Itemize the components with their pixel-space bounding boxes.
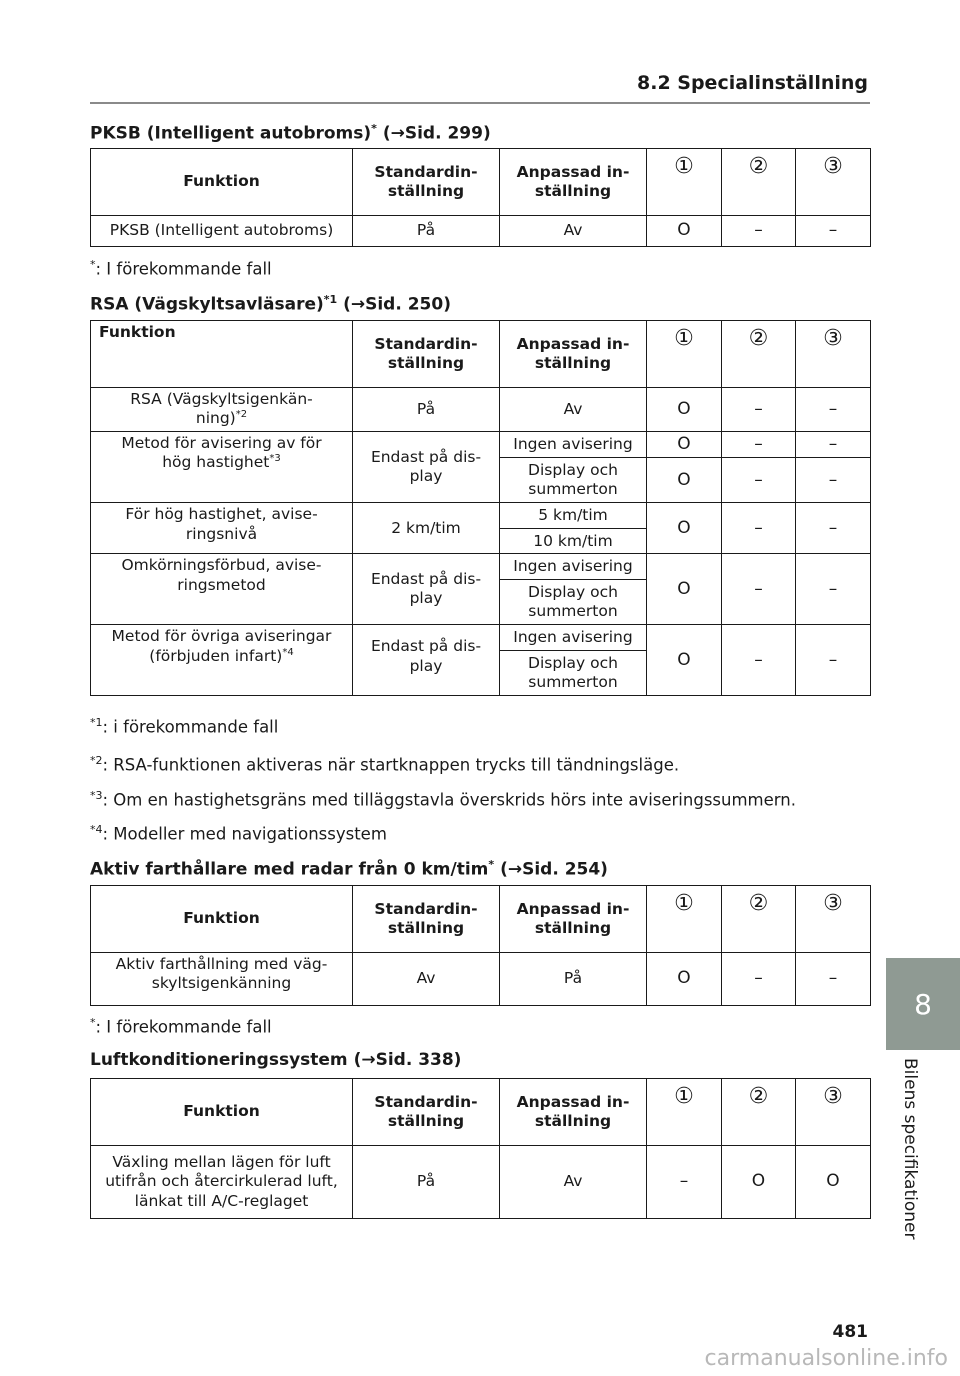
cell-c2: – xyxy=(722,388,796,432)
cell-c1: O xyxy=(647,503,722,554)
pksb-table xyxy=(90,148,871,247)
page-header-title: 8.2 Specialinställning xyxy=(637,72,868,94)
cell-c1: – xyxy=(647,1146,722,1219)
col-standard: Standardin- ställning xyxy=(353,149,500,216)
chapter-label: Bilens specifikationer xyxy=(900,1058,920,1240)
table-row xyxy=(91,625,871,651)
cell-option: 5 km/tim xyxy=(500,503,647,529)
cell-c2: – xyxy=(722,953,796,1006)
pksb-ref[interactable]: (→Sid. 299) xyxy=(382,123,491,144)
col-standard: Standardin- ställning xyxy=(353,321,500,388)
acc-ref[interactable]: (→Sid. 254) xyxy=(500,859,608,880)
rsa-title: RSA (Vägskyltsavläsare) xyxy=(90,294,324,315)
cell-funktion: För hög hastighet, avise- ringsnivå xyxy=(91,503,353,554)
cell-anpassad: Av xyxy=(500,1146,647,1219)
col-anpassad: Anpassad in- ställning xyxy=(500,1079,647,1146)
cell-funktion: Metod för övriga aviseringar (förbjuden infart)$^{*4}$ xyxy=(91,625,353,696)
footnote-mark: * xyxy=(90,258,96,271)
cell-c2: – xyxy=(722,216,796,247)
cell-c1: O xyxy=(647,388,722,432)
col-anpassad: Anpassad in- ställning xyxy=(500,149,647,216)
cell-standard: Endast på dis- play xyxy=(353,432,500,503)
table-row xyxy=(91,1146,871,1219)
rsa-footnote-4: $^{*4}$: Modeller med navigationssystem xyxy=(90,823,387,844)
cell-c3: – xyxy=(796,625,871,696)
cell-funktion: Aktiv farthållning med väg- skyltsigenkänning xyxy=(91,953,353,1006)
cell-c1: O xyxy=(647,216,722,247)
cell-c2: – xyxy=(722,432,796,458)
ac-title: Luftkonditioneringssystem xyxy=(90,1050,348,1070)
cell-option: Ingen avisering xyxy=(500,625,647,651)
acc-title-sup: * xyxy=(488,858,495,871)
acc-table xyxy=(90,885,871,1006)
col-3: ③ xyxy=(796,886,871,953)
cell-anpassad: Av xyxy=(500,216,647,247)
col-1: ① xyxy=(647,1079,722,1146)
table-header-row xyxy=(91,321,871,388)
cell-option: Display och summerton xyxy=(500,458,647,503)
cell-anpassad: På xyxy=(500,953,647,1006)
cell-standard: Endast på dis- play xyxy=(353,625,500,696)
cell-c3: – xyxy=(796,503,871,554)
rsa-title-sup: *1 xyxy=(323,293,338,306)
cell-c3: – xyxy=(796,554,871,625)
cell-standard: På xyxy=(353,1146,500,1219)
page-number: 481 xyxy=(832,1322,868,1342)
section-title-ac xyxy=(90,1050,461,1070)
cell-c2: – xyxy=(722,625,796,696)
footnote-text: : I förekommande fall xyxy=(95,259,272,279)
col-1: ① xyxy=(647,886,722,953)
cell-c2: – xyxy=(722,554,796,625)
cell-option: Display och summerton xyxy=(500,651,647,696)
rsa-footnote-1: $^{*1}$: i förekommande fall xyxy=(90,716,279,737)
pksb-footnote xyxy=(90,258,272,279)
table-header-row xyxy=(91,886,871,953)
col-funktion: Funktion xyxy=(91,886,353,953)
header-rule xyxy=(90,102,870,104)
cell-funktion: PKSB (Intelligent autobroms) xyxy=(91,216,353,247)
section-title-pksb xyxy=(90,122,491,144)
cell-funktion: Metod för avisering av för hög hastighet$^{*3}$ xyxy=(91,432,353,503)
cell-standard: Av xyxy=(353,953,500,1006)
table-header-row xyxy=(91,1079,871,1146)
cell-c3: – xyxy=(796,216,871,247)
cell-c2: – xyxy=(722,458,796,503)
table-row xyxy=(91,953,871,1006)
cell-c3: O xyxy=(796,1146,871,1219)
cell-c3: – xyxy=(796,458,871,503)
col-funktion: Funktion xyxy=(91,1079,353,1146)
cell-standard: På xyxy=(353,216,500,247)
section-title-rsa xyxy=(90,293,451,315)
col-3: ③ xyxy=(796,149,871,216)
cell-option: Ingen avisering xyxy=(500,432,647,458)
cell-c1: O xyxy=(647,432,722,458)
cell-funktion: RSA (Vägskyltsigenkän- ning)$^{*2}$ xyxy=(91,388,353,432)
col-1: ① xyxy=(647,321,722,388)
table-row xyxy=(91,388,871,432)
rsa-footnote-3: $^{*3}$: Om en hastighetsgräns med tilläggstavla överskrids hörs inte aviseringssummern. xyxy=(90,789,796,810)
rsa-table xyxy=(90,320,871,696)
cell-standard: På xyxy=(353,388,500,432)
col-funktion: Funktion xyxy=(91,321,353,388)
cell-c3: – xyxy=(796,388,871,432)
cell-c1: O xyxy=(647,458,722,503)
acc-title: Aktiv farthållare med radar från 0 km/tim xyxy=(90,859,489,880)
col-1: ① xyxy=(647,149,722,216)
table-row xyxy=(91,554,871,580)
cell-c2: – xyxy=(722,503,796,554)
rsa-footnote-2: $^{*2}$: RSA-funktionen aktiveras när startknappen trycks till tändningsläge. xyxy=(90,754,680,775)
rsa-ref[interactable]: (→Sid. 250) xyxy=(343,294,451,315)
cell-option: Display och summerton xyxy=(500,580,647,625)
ac-ref[interactable]: (→Sid. 338) xyxy=(353,1050,462,1070)
col-standard: Standardin- ställning xyxy=(353,1079,500,1146)
col-standard: Standardin- ställning xyxy=(353,886,500,953)
cell-option: Ingen avisering xyxy=(500,554,647,580)
col-2: ② xyxy=(722,886,796,953)
pksb-title: PKSB (Intelligent autobroms) xyxy=(90,123,372,144)
col-2: ② xyxy=(722,321,796,388)
chapter-tab[interactable] xyxy=(886,958,960,1050)
table-row xyxy=(91,432,871,458)
col-anpassad: Anpassad in- ställning xyxy=(500,886,647,953)
col-anpassad: Anpassad in- ställning xyxy=(500,321,647,388)
pksb-title-sup: * xyxy=(371,122,377,135)
table-header-row xyxy=(91,149,871,216)
ac-table xyxy=(90,1078,871,1219)
cell-option: 10 km/tim xyxy=(500,529,647,554)
col-2: ② xyxy=(722,149,796,216)
section-title-acc xyxy=(90,858,608,880)
cell-funktion: Omkörningsförbud, avise- ringsmetod xyxy=(91,554,353,625)
col-2: ② xyxy=(722,1079,796,1146)
acc-footnote: *: I förekommande fall xyxy=(90,1016,272,1037)
chapter-number: 8 xyxy=(914,987,932,1021)
cell-c2: O xyxy=(722,1146,796,1219)
cell-c1: O xyxy=(647,554,722,625)
cell-c3: – xyxy=(796,432,871,458)
cell-funktion: Växling mellan lägen för luft utifrån och återcirkulerad luft, länkat till A/C-reglaget xyxy=(91,1146,353,1219)
table-row xyxy=(91,503,871,529)
col-funktion: Funktion xyxy=(91,149,353,216)
col-3: ③ xyxy=(796,1079,871,1146)
col-3: ③ xyxy=(796,321,871,388)
watermark: carmanualsonline.info xyxy=(704,1346,948,1371)
table-row xyxy=(91,216,871,247)
cell-c1: O xyxy=(647,953,722,1006)
cell-c3: – xyxy=(796,953,871,1006)
cell-standard: 2 km/tim xyxy=(353,503,500,554)
cell-standard: Endast på dis- play xyxy=(353,554,500,625)
cell-anpassad: Av xyxy=(500,388,647,432)
cell-c1: O xyxy=(647,625,722,696)
